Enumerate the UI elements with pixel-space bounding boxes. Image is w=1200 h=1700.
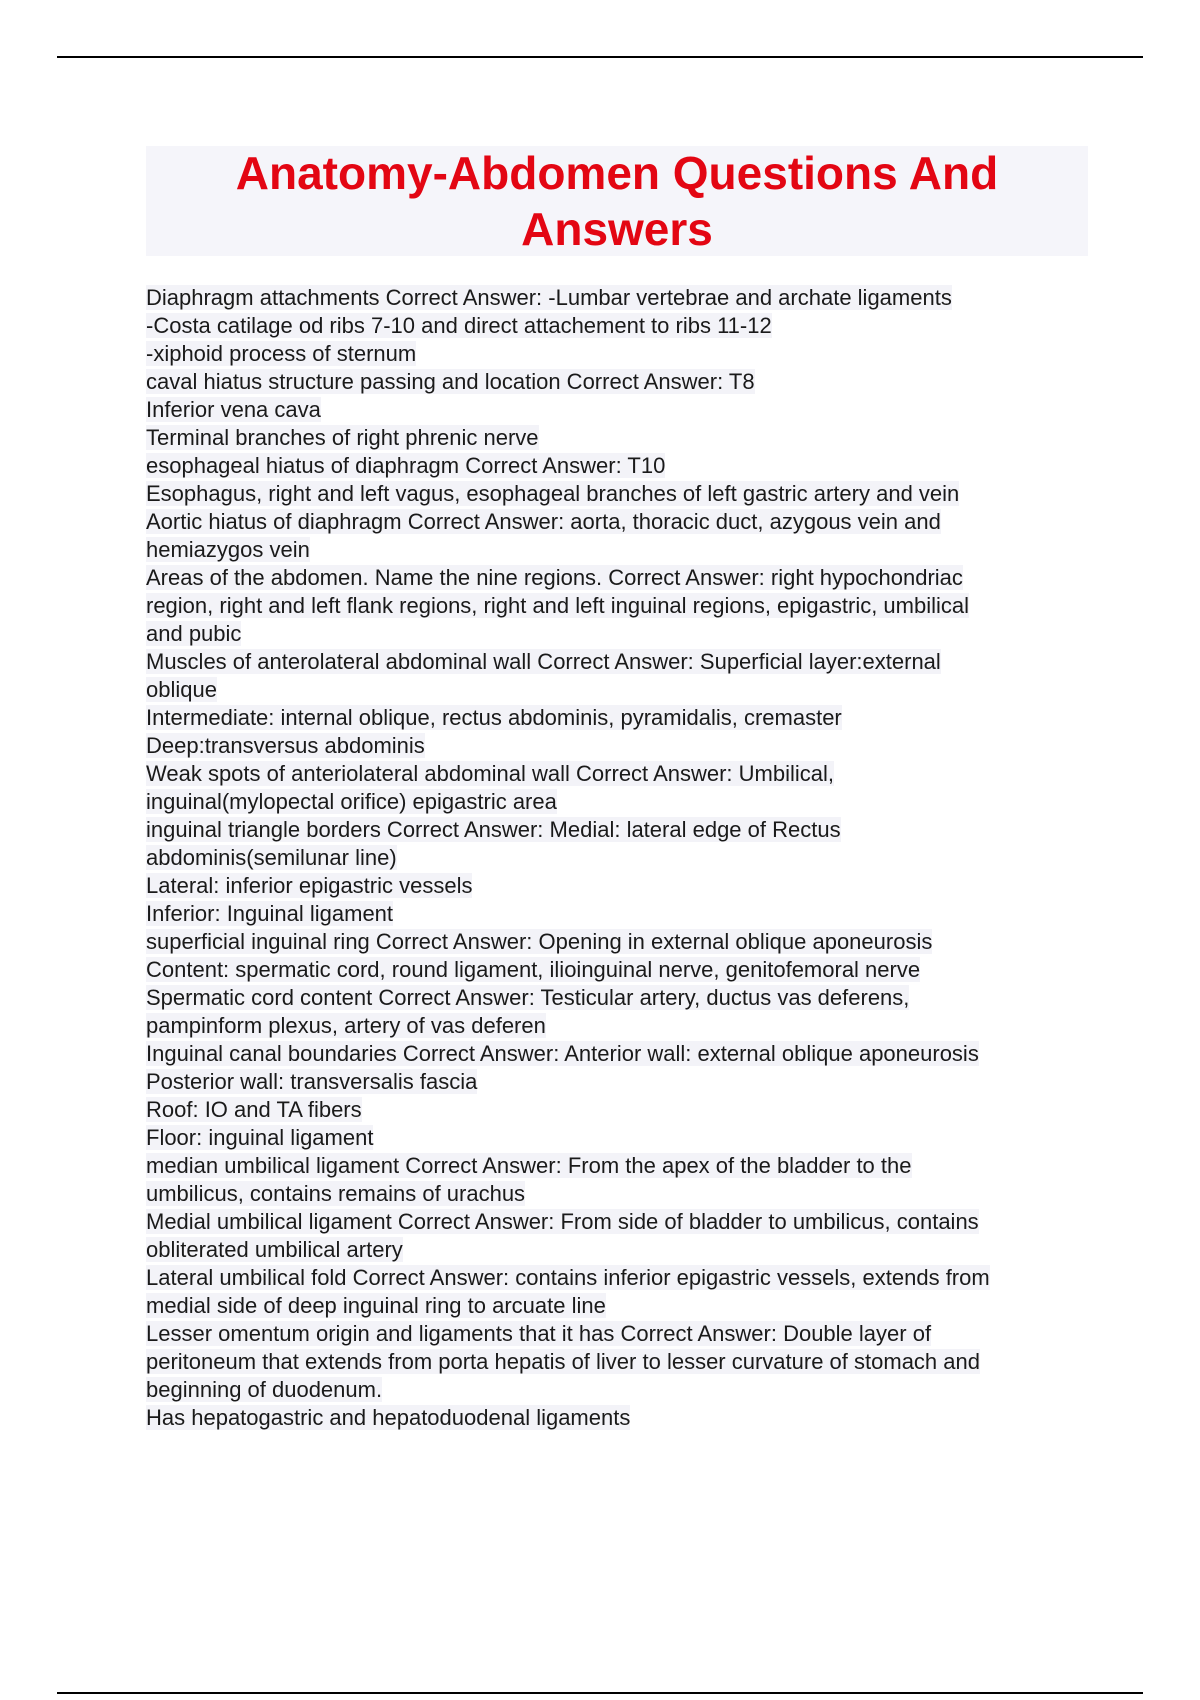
text-line: Medial umbilical ligament Correct Answer: From side of bladder to umbilicus, contains [146,1209,979,1234]
text-line: Lesser omentum origin and ligaments that it has Correct Answer: Double layer of [146,1321,932,1346]
text-line: medial side of deep inguinal ring to arcuate line [146,1293,606,1318]
text-line: inguinal(mylopectal orifice) epigastric area [146,789,557,814]
text-line: Spermatic cord content Correct Answer: Testicular artery, ductus vas deferens, [146,985,910,1010]
text-line: obliterated umbilical artery [146,1237,403,1262]
text-line: hemiazygos vein [146,537,310,562]
text-line: Weak spots of anteriolateral abdominal wall Correct Answer: Umbilical, [146,761,834,786]
text-line: Inferior: Inguinal ligament [146,901,394,926]
text-line: umbilicus, contains remains of urachus [146,1181,526,1206]
text-line: Inguinal canal boundaries Correct Answer: Anterior wall: external oblique aponeurosis [146,1041,979,1066]
text-line: region, right and left flank regions, right and left inguinal regions, epigastric, umbilical [146,593,970,618]
top-rule [57,56,1143,58]
text-line: Posterior wall: transversalis fascia [146,1069,478,1094]
text-line: median umbilical ligament Correct Answer: From the apex of the bladder to the [146,1153,912,1178]
text-line: Intermediate: internal oblique, rectus abdominis, pyramidalis, cremaster [146,705,842,730]
text-line: esophageal hiatus of diaphragm Correct Answer: T10 [146,453,666,478]
text-line: -Costa catilage od ribs 7-10 and direct attachement to ribs 11-12 [146,313,772,338]
bottom-rule [57,1692,1143,1694]
text-line: Muscles of anterolateral abdominal wall Correct Answer: Superficial layer:external [146,649,941,674]
text-line: Terminal branches of right phrenic nerve [146,425,539,450]
text-line: -xiphoid process of sternum [146,341,417,366]
text-line: Deep:transversus abdominis [146,733,425,758]
text-line: inguinal triangle borders Correct Answer: Medial: lateral edge of Rectus [146,817,841,842]
text-line: Lateral: inferior epigastric vessels [146,873,473,898]
text-line: abdominis(semilunar line) [146,845,397,870]
text-line: Diaphragm attachments Correct Answer: -Lumbar vertebrae and archate ligaments [146,285,952,310]
text-line: Content: spermatic cord, round ligament, ilioinguinal nerve, genitofemoral nerve [146,957,921,982]
text-line: Lateral umbilical fold Correct Answer: contains inferior epigastric vessels, extends from [146,1265,990,1290]
document-body [146,284,1088,1432]
text-line: caval hiatus structure passing and location Correct Answer: T8 [146,369,755,394]
text-line: Floor: inguinal ligament [146,1125,374,1150]
text-line: Aortic hiatus of diaphragm Correct Answer: aorta, thoracic duct, azygous vein and [146,509,941,534]
text-line: beginning of duodenum. [146,1377,383,1402]
text-line: oblique [146,677,217,702]
text-line: Roof: IO and TA fibers [146,1097,362,1122]
title-banner [146,146,1088,256]
text-line: Areas of the abdomen. Name the nine regions. Correct Answer: right hypochondriac [146,565,963,590]
text-line: Has hepatogastric and hepatoduodenal ligaments [146,1405,631,1430]
text-line: Esophagus, right and left vagus, esophageal branches of left gastric artery and vein [146,481,960,506]
text-line: superficial inguinal ring Correct Answer: Opening in external oblique aponeurosis [146,929,933,954]
document-title: Anatomy-Abdomen Questions And Answers [235,147,999,255]
text-line: peritoneum that extends from porta hepatis of liver to lesser curvature of stomach and [146,1349,980,1374]
text-line: pampinform plexus, artery of vas deferen [146,1013,546,1038]
text-line: and pubic [146,621,242,646]
text-line: Inferior vena cava [146,397,321,422]
